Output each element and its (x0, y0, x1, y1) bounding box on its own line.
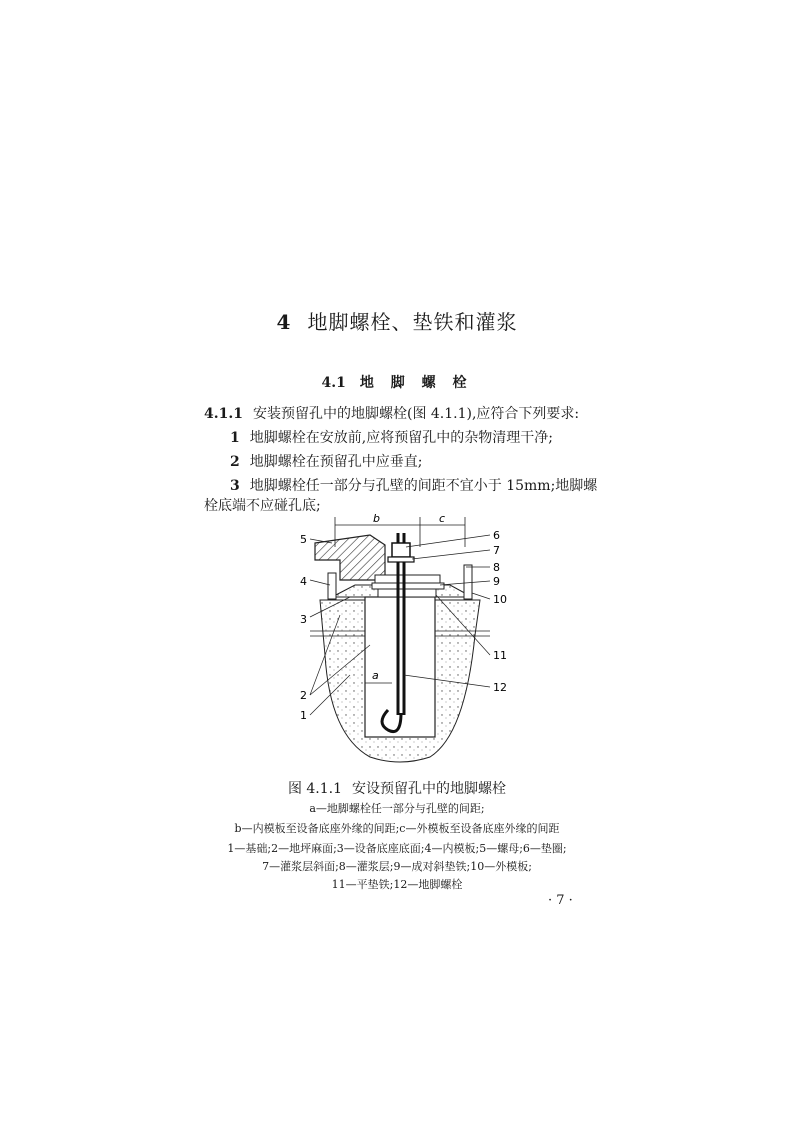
clause-number: 4.1.1 (204, 406, 243, 422)
legend-line: b—内模板至设备底座外缘的间距;c—外模板至设备底座外缘的间距 (234, 822, 560, 835)
list-item (230, 426, 630, 450)
item-text: 地脚螺栓在安放前,应将预留孔中的杂物清理干净; (249, 430, 553, 446)
clause-text: 安装预留孔中的地脚螺栓(图 4.1.1),应符合下列要求: (252, 406, 580, 422)
list-item (230, 450, 630, 474)
label-b: b (373, 512, 380, 525)
label-c: c (439, 512, 446, 525)
label-3: 3 (300, 613, 307, 626)
figure-number: 图 4.1.1 (287, 781, 343, 797)
page-number: · 7 · (548, 893, 573, 908)
label-a: a (372, 669, 379, 682)
clause-paragraph (204, 402, 604, 426)
anchor-bolt-diagram (280, 505, 520, 770)
label-12: 12 (493, 681, 507, 694)
item-text: 地脚螺栓任一部分与孔壁的间距不宜小于 15mm;地脚螺 (249, 478, 598, 494)
chapter-title (0, 306, 794, 335)
section-title (0, 372, 794, 392)
figure-caption (0, 778, 794, 798)
section-title-text: 地 脚 螺 栓 (359, 375, 473, 391)
label-4: 4 (300, 575, 307, 588)
section-number: 4.1 (321, 375, 346, 391)
item-number: 3 (230, 478, 240, 494)
label-1: 1 (300, 709, 307, 722)
item-text: 栓底端不应碰孔底; (204, 498, 321, 514)
legend-line: 11—平垫铁;12—地脚螺栓 (331, 878, 463, 891)
item-text: 地脚螺栓在预留孔中应垂直; (249, 454, 423, 470)
label-2: 2 (300, 689, 307, 702)
item-number: 2 (230, 454, 240, 470)
label-11: 11 (493, 649, 507, 662)
label-8: 8 (493, 561, 500, 574)
label-10: 10 (493, 593, 507, 606)
anchor-bolt-figure (280, 505, 520, 770)
chapter-number: 4 (276, 310, 292, 334)
item-number: 1 (230, 430, 240, 446)
washer (388, 557, 414, 562)
label-7: 7 (493, 544, 500, 557)
legend-line: 1—基础;2—地坪麻面;3—设备底座底面;4—内模板;5—螺母;6—垫圈; (227, 842, 567, 855)
label-9: 9 (493, 575, 500, 588)
label-5: 5 (300, 533, 307, 546)
label-6: 6 (493, 529, 500, 542)
nut (392, 543, 410, 557)
legend-line: a—地脚螺栓任一部分与孔壁的间距; (309, 802, 485, 815)
legend-line: 7—灌浆层斜面;8—灌浆层;9—成对斜垫铁;10—外模板; (262, 860, 532, 873)
outer-formwork (464, 565, 472, 599)
chapter-title-text: 地脚螺栓、垫铁和灌浆 (307, 310, 518, 334)
figure-title: 安设预留孔中的地脚螺栓 (352, 781, 507, 797)
inner-formwork (328, 573, 336, 599)
